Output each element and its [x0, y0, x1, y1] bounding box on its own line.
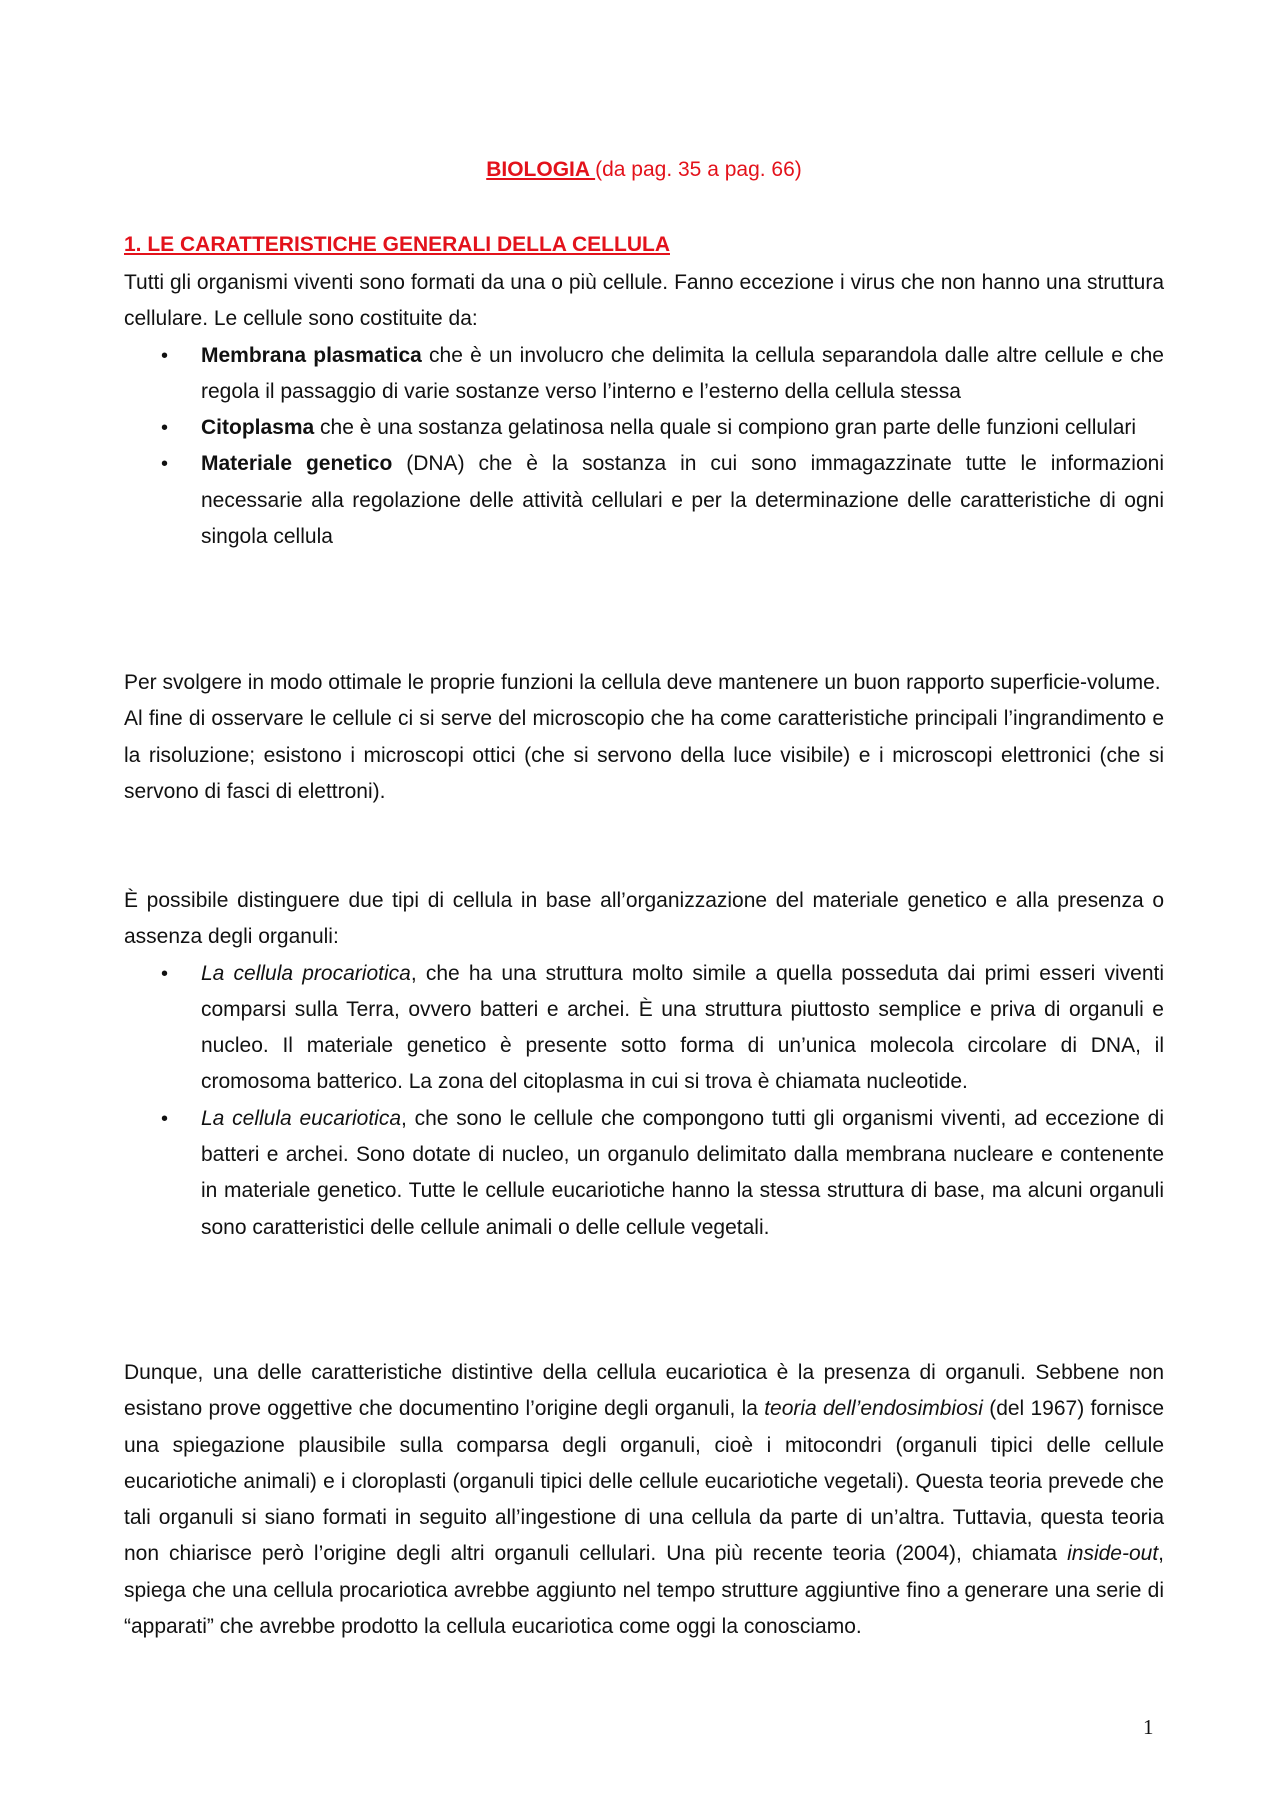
bullet-icon: • [161, 453, 169, 476]
final-block [124, 1355, 1164, 1645]
title-page-range: (da pag. 35 a pag. 66) [595, 158, 802, 181]
bullet-icon: • [161, 1107, 169, 1130]
term-eucariotica: La cellula eucariotica [201, 1106, 401, 1130]
title-main: BIOLOGIA [486, 158, 596, 181]
components-list [124, 338, 1164, 556]
list-item [124, 446, 1164, 555]
ratio-block [124, 665, 1164, 810]
term-procariotica: La cellula procariotica [201, 961, 411, 985]
item-text: , che sono le cellule che compongono tutti gli organismi viventi, ad eccezione di batteri e archei. Sono dotate di nucleo, un organulo delimitato dalla membrana nucleare e contenente in materiale genetico. Tutte le cellule eucariotiche hanno la stessa struttura di base, ma alcuni organuli sono caratteristici delle cellule animali o delle cellule vegetali. [201, 1106, 1164, 1239]
term-membrana: Membrana plasmatica [201, 343, 422, 367]
bullet-icon: • [161, 962, 169, 985]
microscope-paragraph: Al fine di osservare le cellule ci si serve del microscopio che ha come caratteristiche principali l’ingrandimento e la risoluzione; esistono i microscopi ottici (che si servono della luce visibile) e i microscopi elettronici (che si servono di fasci di elettroni). [124, 707, 1164, 803]
list-item [124, 1101, 1164, 1246]
term-materiale-genetico: Materiale genetico [201, 452, 393, 476]
term-endosimbiosi: teoria dell’endosimbiosi [764, 1397, 983, 1421]
text-span: , spiega che una cellula procariotica avrebbe aggiunto nel tempo strutture aggiuntive fino a generare una serie di “apparati” che avrebbe prodotto la cellula eucariotica come oggi la conosciamo. [124, 1542, 1164, 1639]
types-block [124, 883, 1164, 1246]
section-heading: 1. LE CARATTERISTICHE GENERALI DELLA CELLULA [124, 233, 670, 256]
list-item [124, 410, 1164, 446]
item-text: , che ha una struttura molto simile a quella posseduta dai primi esseri viventi comparsi sulla Terra, ovvero batteri e archei. È una struttura piuttosto semplice e priva di organuli e nucleo. Il materiale genetico è presente sotto forma di un’unica molecola circolare di DNA, il cromosoma batterico. La zona del citoplasma in cui si trova è chiamata nucleotide. [201, 961, 1165, 1094]
final-paragraph [124, 1355, 1164, 1645]
ratio-paragraph: Per svolgere in modo ottimale le proprie funzioni la cellula deve mantenere un buon rapporto superficie-volume. [124, 671, 1161, 694]
term-citoplasma: Citoplasma [201, 416, 315, 440]
types-paragraph: È possibile distinguere due tipi di cellula in base all’organizzazione del materiale genetico e alla presenza o assenza degli organuli: [124, 889, 1164, 949]
term-inside-out: inside-out [1067, 1542, 1159, 1566]
item-text: (DNA) che è la sostanza in cui sono immagazzinate tutte le informazioni necessarie alla regolazione delle attività cellulari e per la determinazione delle caratteristiche di ogni singola cellula [201, 452, 1164, 549]
list-item [124, 338, 1164, 411]
text-span: Dunque, una delle caratteristiche distintive della cellula eucariotica è la presenza di organuli. Sebbene non esistano prove oggettive che documentino l’origine degli organuli, la [124, 1361, 1164, 1421]
document-title [124, 155, 1164, 185]
intro-block [124, 265, 1164, 555]
item-text: che è un involucro che delimita la cellula separandola dalle altre cellule e che regola il passaggio di varie sostanze verso l’interno e l’esterno della cellula stessa [201, 343, 1164, 403]
text-span: (del 1967) fornisce una spiegazione plausibile sulla comparsa degli organuli, cioè i mitocondri (organuli tipici delle cellule eucariotiche animali) e i cloroplasti (organuli tipici delle cellule eucariotiche vegetali). Questa teoria prevede che tali organuli si siano formati in seguito all’ingestione di una cellula da parte di un’altra. Tuttavia, questa teoria non chiarisce però l’origine degli altri organuli cellulari. Una più recente teoria (2004), chiamata [124, 1397, 1164, 1566]
item-text: che è una sostanza gelatinosa nella quale si compiono gran parte delle funzioni cellulari [314, 416, 1137, 440]
cell-types-list [124, 956, 1164, 1246]
bullet-icon: • [161, 344, 169, 367]
bullet-icon: • [161, 417, 169, 440]
list-item [124, 956, 1164, 1101]
page-number: 1 [1143, 1715, 1154, 1739]
intro-paragraph: Tutti gli organismi viventi sono formati da una o più cellule. Fanno eccezione i virus che non hanno una struttura cellulare. Le cellule sono costituite da: [124, 271, 1164, 331]
